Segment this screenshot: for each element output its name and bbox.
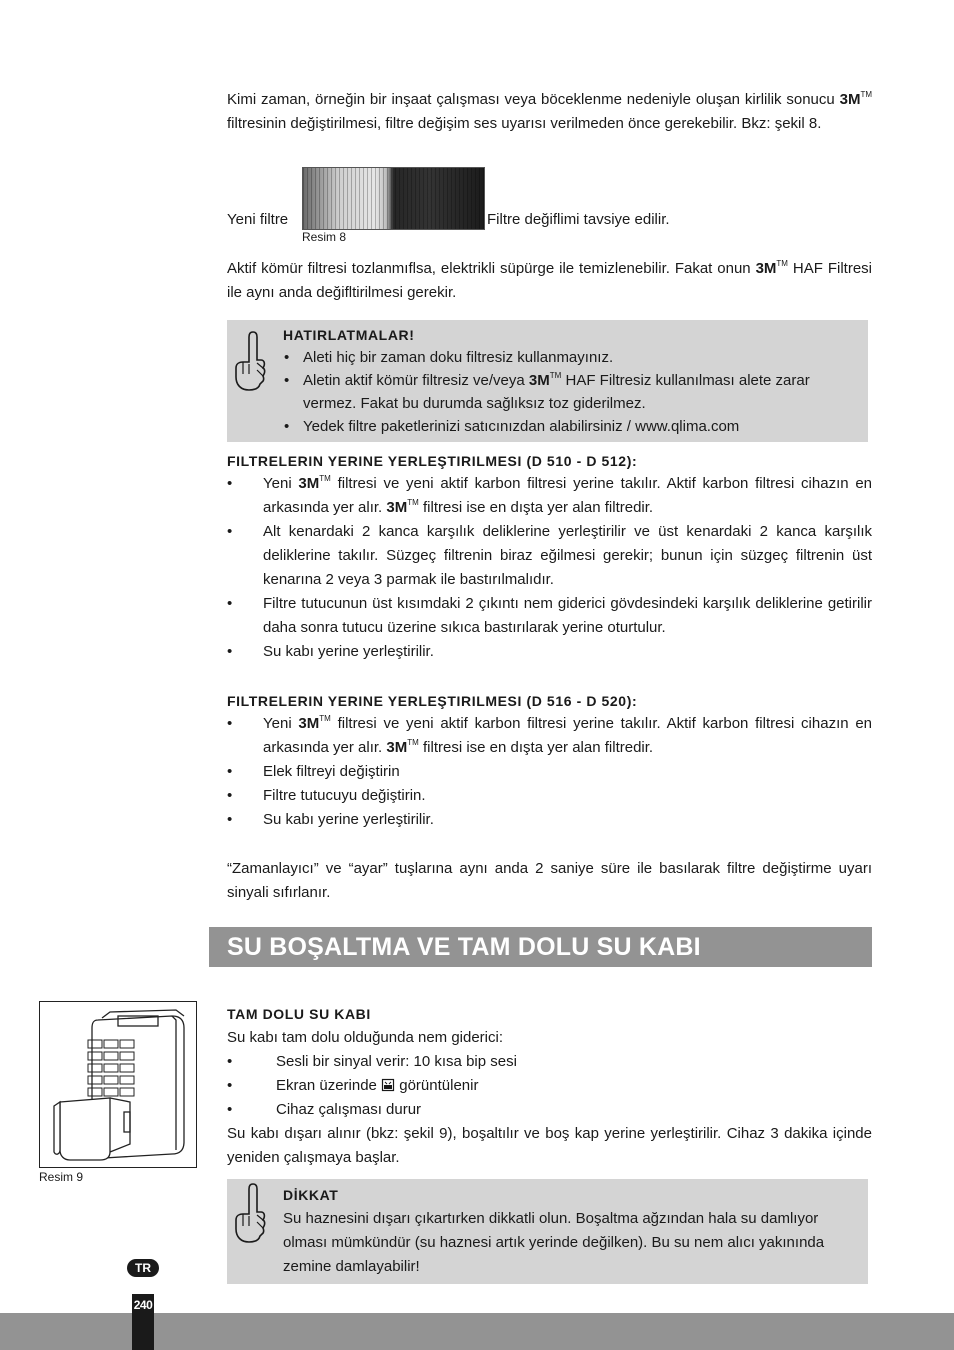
reminders-box	[227, 320, 868, 442]
intro-paragraph: Kimi zaman, örneğin bir inşaat çalışması veya böceklenme nedeniyle oluşan kirlilik sonucu 3M™ filtresinin değiştirilmesi, filtre değişim ses uyarısı verilmeden önce gerekebilir. Bkz: şekil 8.	[227, 90, 873, 132]
section-2-list	[227, 712, 872, 832]
list-item: • Su kabı yerine yerleştirilir.	[227, 643, 434, 660]
reset-note: “Zamanlayıcı” ve “ayar” tuşlarına aynı anda 2 saniye süre ile basılarak filtre değiştirme uyarı sinyali sıfırlanır.	[227, 860, 872, 901]
page-number: 240	[133, 1298, 153, 1312]
filter-comparison-image	[302, 167, 485, 230]
list-item: • Filtre tutucuyu değiştirin.	[227, 787, 426, 804]
section-2-title: FILTRELERIN YERINE YERLEŞTIRILMESI (D 516 - D 520):	[227, 693, 638, 709]
warning-box	[227, 1179, 868, 1284]
section-1-title: FILTRELERIN YERINE YERLEŞTIRILMESI (D 510 - D 512):	[227, 453, 638, 469]
figure-8-left-label: Yeni filtre	[227, 211, 289, 228]
dehumidifier-illustration	[40, 1002, 196, 1167]
pointing-hand-icon	[233, 330, 267, 392]
carbon-paragraph: Aktif kömür filtresi tozlanmıflsa, elektrikli süpürge ile temizlenebilir. Fakat onun 3M™ HAF Filtresi ile aynı anda değifltirilmesi gerekir.	[227, 259, 872, 301]
reminders-title: HATIRLATMALAR!	[283, 327, 415, 343]
figure-8-caption: Resim 8	[302, 230, 347, 244]
list-item: • Aleti hiç bir zaman doku filtresiz kullanmayınız.	[284, 349, 614, 366]
list-item: • Ekran üzerinde görüntülenir	[227, 1077, 479, 1094]
list-item: • Elek filtreyi değiştirin	[227, 763, 400, 780]
tank-intro: Su kabı tam dolu olduğunda nem giderici:	[227, 1029, 504, 1046]
full-tank-icon	[381, 1078, 395, 1092]
banner-title: SU BOŞALTMA VE TAM DOLU SU KABI	[227, 933, 701, 961]
list-item: • Sesli bir sinyal verir: 10 kısa bip sesi	[227, 1053, 517, 1070]
list-item: • Aletin aktif kömür filtresiz ve/veya 3M™ HAF Filtresiz kullanılması alete zarar vermez. Fakat bu durumda sağlıksız toz giderilmez.	[284, 371, 810, 412]
warning-text: Su haznesini dışarı çıkartırken dikkatli olun. Boşaltma ağzından hala su damlıyor olması mümkündür (su haznesi artık yerinde değilken). Bu su nem alıcı yakınında zemine damlayabilir!	[283, 1210, 825, 1275]
page-number-tab	[132, 1294, 154, 1350]
section-banner	[209, 927, 872, 967]
reminders-list	[283, 346, 858, 438]
list-item: • Alt kenardaki 2 kanca karşılık deliklerine yerleştirilir ve üst kenardaki 2 kanca karşılık deliklerine takılır. Süzgeç filtrenin biraz eğilmesi gerekir; bunun için süzgeç filtrenin üst kenarına 2 veya 3 parmak ile bastırılmalıdır.	[227, 523, 872, 588]
figure-8-right-label: Filtre değiflimi tavsiye edilir.	[487, 211, 670, 228]
pointing-hand-icon	[233, 1182, 267, 1244]
list-item: • Cihaz çalışması durur	[227, 1101, 422, 1118]
list-item: • Yedek filtre paketlerinizi satıcınızdan alabilirsiniz / www.qlima.com	[284, 418, 740, 435]
tank-title: TAM DOLU SU KABI	[227, 1006, 371, 1022]
language-badge: TR	[127, 1259, 159, 1277]
section-1-list	[227, 472, 872, 664]
brand-3m: 3M	[839, 91, 861, 108]
trademark: TM	[860, 90, 873, 99]
figure-9-caption: Resim 9	[39, 1170, 84, 1184]
tank-after-text: Su kabı dışarı alınır (bkz: şekil 9), boşaltılır ve boş kap yerine yerleştirilir. Cihaz 3 dakika içinde yeniden çalışmaya başlar.	[227, 1125, 872, 1166]
list-item: • Yeni 3M™ filtresi ve yeni aktif karbon filtresi yerine takılır. Aktif karbon filtresi cihazın en arkasında yer alır. 3M™ filtresi ise en dışta yer alan filtredir.	[227, 474, 872, 516]
list-item: • Yeni 3M™ filtresi ve yeni aktif karbon filtresi yerine takılır. Aktif karbon filtresi cihazın en arkasında yer alır. 3M™ filtresi ise en dışta yer alan filtredir.	[227, 714, 872, 756]
dehumidifier-figure	[39, 1001, 197, 1168]
list-item: • Su kabı yerine yerleştirilir.	[227, 811, 434, 828]
list-item: • Filtre tutucunun üst kısımdaki 2 çıkıntı nem giderici gövdesindeki karşılık deliklerine getirilir daha sonra tutucu üzerine sıkıca bastırılarak yerine oturtulur.	[227, 595, 872, 636]
warning-title: DİKKAT	[283, 1187, 339, 1203]
tank-list	[227, 1050, 872, 1122]
